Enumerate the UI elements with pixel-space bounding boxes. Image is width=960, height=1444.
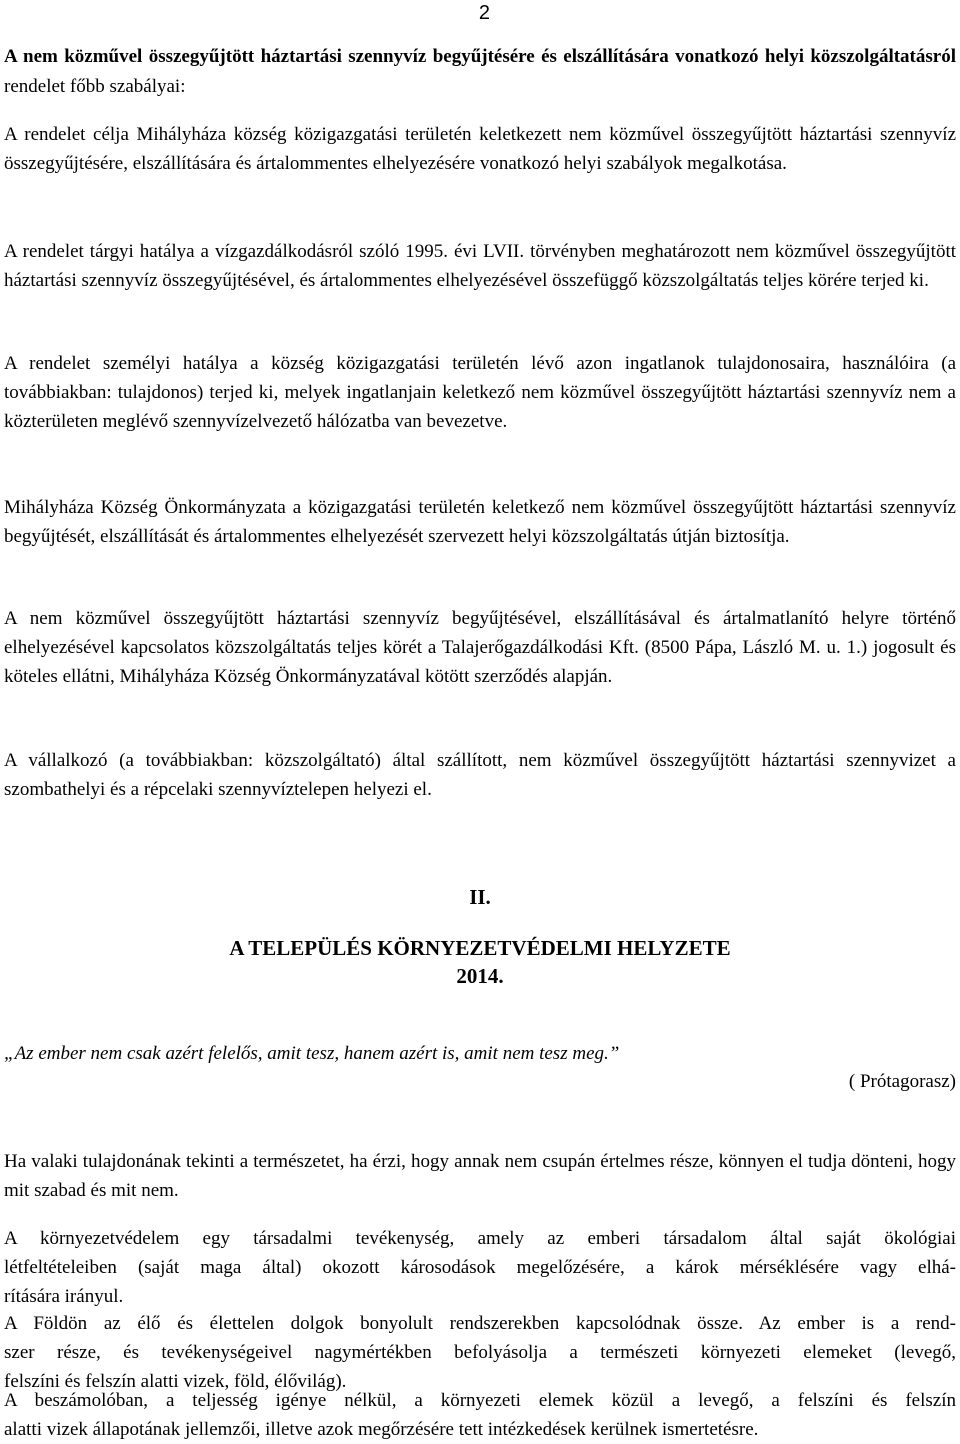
section-title: A TELEPÜLÉS KÖRNYEZETVÉDELMI HELYZETE [229,936,731,960]
section-number: II. [469,885,491,909]
intro-title-rest: rendelet főbb szabályai: [4,76,186,97]
paragraph-line: felszíni és felszín alatti vizek, föld, élővilág). [4,1371,347,1392]
paragraph-line: A beszámolóban, a teljesség igénye nélkül, a környezeti elemek közül a levegő, a felszíni és felszín [4,1390,956,1411]
paragraph-text: A nem közművel összegyűjtött háztartási szennyvíz begyűjtésével, elszállításával és ártalmatlanító helyre történő elhelyezésével kapcsolatos közszolgáltatás teljes körét a Talajerőgazdálkodási Kft. (8500 Pápa, László M. u. 1.) jogosult és köteles ellátni, Mihályháza Község Önkormányzatával kötött szerződés alapján. [4,608,956,687]
intro-heading [4,42,956,102]
quote-author: ( Prótagorasz) [848,1071,956,1092]
paragraph-provider [4,604,956,691]
paragraph-disposal [4,746,956,804]
body-paragraph-environment-protection [4,1224,956,1311]
paragraph-line: szer része, és tevékenységeivel nagymértékben befolyásolja a természeti környezeti elemeket (levegő, [4,1342,956,1363]
paragraph-text: Ha valaki tulajdonának tekinti a természetet, ha érzi, hogy annak nem csupán értelmes része, könnyen el tudja dönteni, hogy mit szabad és mit nem. [4,1151,956,1201]
paragraph-line: létfeltételeiben (saját maga által) okozott károsodások megelőzésére, a károk mérséklésére vagy elhá- [4,1257,956,1278]
paragraph-material-scope [4,237,956,295]
paragraph-municipality [4,493,956,551]
paragraph-text: A rendelet tárgyi hatálya a vízgazdálkodásról szóló 1995. évi LVII. törvényben meghatározott nem közművel összegyűjtött háztartási szennyvíz összegyűjtésével, és ártalommentes elhelyezésével összefüggő közszolgáltatás teljes körére terjed ki. [4,241,956,291]
quote-text: „Az ember nem csak azért felelős, amit tesz, hanem azért is, amit nem tesz meg.” [4,1043,620,1064]
paragraph-line: A környezetvédelem egy társadalmi tevékenység, amely az emberi társadalom által saját ökológiai [4,1228,956,1249]
paragraph-personal-scope [4,349,956,436]
body-paragraph-systems [4,1309,956,1396]
paragraph-text: A vállalkozó (a továbbiakban: közszolgáltató) által szállított, nem közművel összegyűjtött háztartási szennyvizet a szombathelyi és a répcelaki szennyvíztelepen helyezi el. [4,750,956,800]
paragraph-line: A Földön az élő és élettelen dolgok bonyolult rendszerekben kapcsolódnak össze. Az ember is a rend- [4,1313,956,1334]
paragraph-line: alatti vizek állapotának jellemzői, illetve azok megőrzésére tett intézkedések kerülnek ismertetésre. [4,1419,759,1440]
body-paragraph-ownership [4,1147,956,1205]
body-paragraph-report [4,1386,956,1444]
paragraph-text: A rendelet célja Mihályháza község közigazgatási területén keletkezett nem közművel összegyűjtött háztartási szennyvíz összegyűjtésére, elszállítására és ártalommentes elhelyezésére vonatkozó helyi szabályok megalkotása. [4,124,956,174]
intro-title-bold: A nem közművel összegyűjtött háztartási szennyvíz begyűjtésére és elszállítására vonatkozó helyi közszolgáltatásról [4,46,956,67]
paragraph-line: rítására irányul. [4,1286,124,1307]
page-number: 2 [478,2,490,24]
paragraph-text: Mihályháza Község Önkormányzata a közigazgatási területén keletkező nem közművel összegyűjtött háztartási szennyvíz begyűjtését, elszállítását és ártalommentes elhelyezését szervezett helyi közszolgáltatás útján biztosítja. [4,497,956,547]
paragraph-text: A rendelet személyi hatálya a község közigazgatási területén lévő azon ingatlanok tulajdonosaira, használóira (a továbbiakban: tulajdonos) terjed ki, melyek ingatlanjain keletkező nem közművel összegyűjtött háztartási szennyvíz nem a közterületen meglévő szennyvízelvezető hálózatba van bevezetve. [4,353,956,432]
paragraph-purpose [4,120,956,178]
section-year: 2014. [456,964,504,988]
